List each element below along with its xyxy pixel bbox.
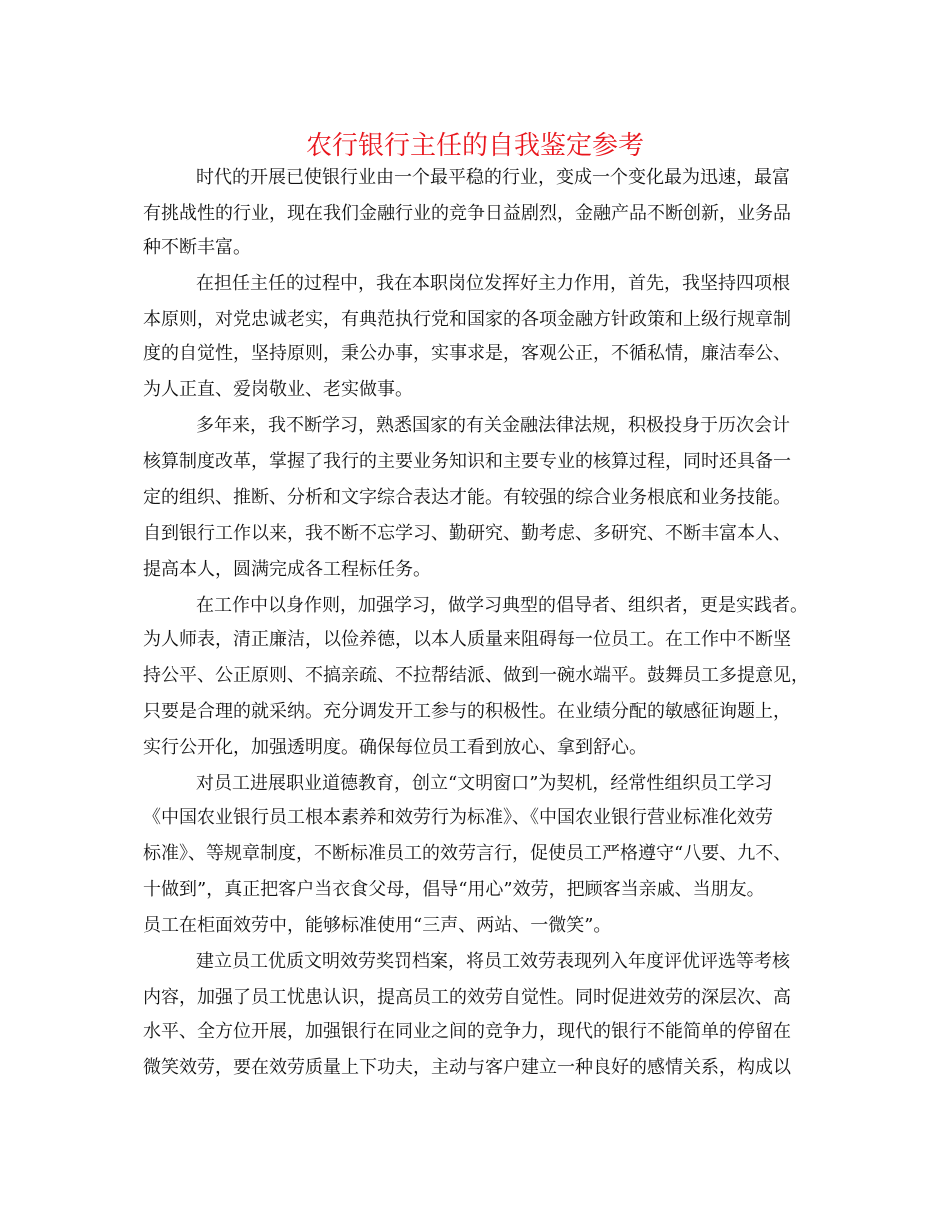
paragraph-4-line-2: 为人师表，清正廉洁，以俭养德，以本人质量来阻碍每一位员工。在工作中不断坚 [143, 629, 791, 650]
paragraph-5-line-1: 对员工进展职业道德教育，创立“文明窗口”为契机，经常性组织员工学习 [196, 773, 773, 794]
paragraph-4-line-1: 在工作中以身作则，加强学习，做学习典型的倡导者、组织者，更是实践者。 [196, 595, 808, 616]
paragraph-6-line-1: 建立员工优质文明效劳奖罚档案，将员工效劳表现列入年度评优评选等考核 [196, 951, 790, 972]
paragraph-3-line-3: 定的组织、推断、分析和文字综合表达才能。有较强的综合业务根底和业务技能。 [143, 487, 791, 508]
paragraph-4-line-5: 实行公开化，加强透明度。确保每位员工看到放心、拿到舒心。 [143, 737, 647, 758]
paragraph-5-line-2: 《中国农业银行员工根本素养和效劳行为标准》、《中国农业银行营业标准化效劳 [143, 807, 773, 828]
paragraph-6-line-2: 内容，加强了员工忧患认识，提高员工的效劳自觉性。同时促进效劳的深层次、高 [143, 987, 791, 1008]
paragraph-3-line-4: 自到银行工作以来，我不断不忘学习、勤研究、勤考虑、多研究、不断丰富本人、 [143, 523, 791, 544]
paragraph-6-line-4: 微笑效劳，要在效劳质量上下功夫，主动与客户建立一种良好的感情关系，构成以 [143, 1057, 791, 1078]
paragraph-3-line-1: 多年来，我不断学习，熟悉国家的有关金融法律法规，积极投身于历次会计 [196, 415, 790, 436]
document-title: 农行银行主任的自我鉴定参考 [305, 131, 644, 161]
paragraph-1-line-1: 时代的开展已使银行业由一个最平稳的行业，变成一个变化最为迅速，最富 [196, 167, 790, 188]
paragraph-4-line-3: 持公平、公正原则、不搞亲疏、不拉帮结派、做到一碗水端平。鼓舞员工多提意见， [143, 665, 809, 686]
paragraph-2-line-1: 在担任主任的过程中，我在本职岗位发挥好主力作用，首先，我坚持四项根 [196, 273, 790, 294]
paragraph-3-line-2: 核算制度改革，掌握了我行的主要业务知识和主要专业的核算过程，同时还具备一 [143, 451, 791, 472]
paragraph-1-line-3: 种不断丰富。 [143, 237, 251, 258]
paragraph-5-line-4: 十做到”，真正把客户当衣食父母，倡导“用心”效劳，把顾客当亲戚、当朋友。 [143, 879, 765, 900]
paragraph-5-line-5: 员工在柜面效劳中，能够标准使用“三声、两站、一微笑”。 [143, 915, 612, 936]
paragraph-3-line-5: 提高本人，圆满完成各工程标任务。 [143, 559, 431, 580]
paragraph-4-line-4: 只要是合理的就采纳。充分调发开工参与的积极性。在业绩分配的敏感征询题上， [143, 701, 791, 722]
paragraph-2-line-4: 为人正直、爱岗敬业、老实做事。 [143, 379, 413, 400]
paragraph-1-line-2: 有挑战性的行业，现在我们金融行业的竞争日益剧烈，金融产品不断创新，业务品 [143, 203, 791, 224]
paragraph-6-line-3: 水平、全方位开展，加强银行在同业之间的竞争力，现代的银行不能简单的停留在 [143, 1021, 791, 1042]
paragraph-5-line-3: 标准》、等规章制度，不断标准员工的效劳言行，促使员工严格遵守“八要、九不、 [143, 843, 792, 864]
paragraph-2-line-2: 本原则，对党忠诚老实，有典范执行党和国家的各项金融方针政策和上级行规章制 [143, 309, 791, 330]
paragraph-2-line-3: 度的自觉性，坚持原则，秉公办事，实事求是，客观公正，不循私情，廉洁奉公、 [143, 343, 791, 364]
